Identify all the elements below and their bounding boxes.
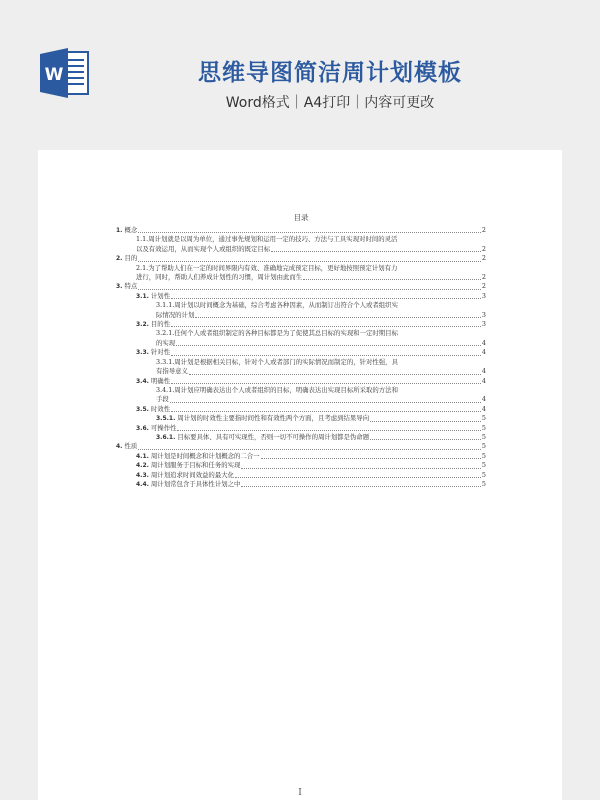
dot-leader [170,402,481,403]
toc-entry-text: 概念 [124,226,138,234]
toc-entry[interactable] [116,405,486,414]
banner [0,0,600,150]
dot-leader [171,383,481,384]
toc-entry[interactable] [116,471,486,480]
toc-entry[interactable] [116,461,486,470]
toc-entry-number: 2.1. [136,263,149,272]
toc-entry-page: 3 [481,310,486,319]
toc-entry-text-continued: 际情况的计划 [156,310,195,319]
toc-entry-number: 1. [116,227,123,234]
toc-entry-number: 4. [116,443,123,451]
toc-entry-text: 周计划追求时间效益的最大化 [150,470,234,479]
dot-leader [138,232,481,233]
toc-entry-text: 任何个人或者组织制定的各种目标都是为了促使其总目标的实现和一定时期目标 [174,329,398,338]
toc-entry-text: 周计划是时间概念和计划概念的二合一 [150,451,260,460]
dot-leader [241,486,481,487]
toc-entry-number: 4.4. [136,480,149,488]
toc-entry-number: 3.2.1. [156,329,175,338]
document-page [38,150,562,800]
toc-entry[interactable] [116,348,486,357]
toc-entry-page: 2 [481,273,486,282]
dot-leader [195,317,481,318]
dot-leader [303,279,481,280]
dot-leader [370,421,481,422]
toc-entry-page: 5 [481,479,486,488]
dot-leader [370,439,481,440]
toc-entry-page: 5 [481,423,486,432]
toc-entry-page: 5 [481,442,486,451]
toc-entry-page: 4 [481,395,486,404]
toc-entry-text-continued: 有指导意义 [156,367,188,376]
toc-entry[interactable] [116,292,486,301]
svg-text:W: W [44,65,64,85]
toc-entry-text: 明确性 [150,376,171,385]
page-title: 思维导图简洁周计划模板 [198,60,462,86]
toc-entry[interactable] [116,386,486,405]
toc-entry-text-continued: 手段 [156,395,169,404]
toc-entry-text: 针对性 [150,348,171,357]
toc-entry-page: 2 [481,244,486,253]
dot-leader [241,468,481,469]
toc-entry-number: 3.5. [136,405,149,413]
toc-entry-text: 计划性 [150,291,171,300]
toc-entry-page: 3 [481,320,486,329]
toc-entry-text-continued: 进行，同时，帮助人们养成计划性的习惯，周计划由此而生 [136,273,303,282]
toc-entry-text: 目的性 [150,320,171,329]
toc-entry[interactable] [116,452,486,461]
dot-leader [235,477,481,478]
toc-entry[interactable] [116,442,486,451]
dot-leader [171,411,481,412]
dot-leader [171,298,481,299]
toc-entry-number: 3. [116,283,123,291]
toc-entry-number: 3.1. [136,292,149,300]
toc-entry-text: 目标要具体、具有可实现性，否则一切不可操作的周计划都是伪命题 [177,432,370,441]
toc-entry-page: 5 [481,470,486,479]
toc-entry-page: 4 [481,348,486,357]
toc-entry-page: 2 [481,254,486,263]
toc-entry-text: 周计划以时间概念为基础，综合考虑各种因素，从而制订出符合个人或者组织实 [174,301,398,310]
toc-entry-number: 3.6. [136,424,149,432]
toc-entry-text: 周计划是根据相关目标，针对个人或者部门的实际情况而制定的，针对性强，具 [174,357,398,366]
toc-entry-number: 4.3. [136,471,149,479]
toc-entry-page: 2 [481,226,486,234]
toc-entry-page: 5 [481,414,486,423]
toc-entries [116,226,486,489]
toc-entry-number: 4.1. [136,452,149,460]
toc-heading: 目录 [293,213,309,222]
dot-leader [189,374,481,375]
table-of-contents [116,212,486,489]
toc-entry[interactable] [116,414,486,423]
toc-entry-number: 3.2. [136,321,149,329]
toc-entry-text: 周计划的时效性主要指时间性和有效性两个方面，且考虑到结果导向 [177,414,370,423]
dot-leader [271,251,481,252]
toc-entry[interactable] [116,377,486,386]
toc-entry-text: 特点 [124,282,138,291]
toc-entry-page: 4 [481,404,486,413]
toc-entry-page: 5 [481,461,486,470]
toc-entry-page: 5 [481,451,486,460]
toc-entry-number: 3.1.1. [156,301,175,310]
toc-entry-number: 3.3.1. [156,357,175,366]
toc-entry-text: 时效性 [150,404,171,413]
toc-entry-text-continued: 的实现 [156,338,176,347]
toc-entry-number: 3.4. [136,377,149,385]
toc-entry-text: 性质 [124,442,138,451]
toc-entry-page: 4 [481,376,486,385]
toc-entry[interactable] [116,235,486,254]
toc-entry-number: 3.6.1. [156,433,176,441]
toc-entry[interactable] [116,358,486,377]
toc-entry-text: 为了帮助人们在一定的时间界限内有效、准确地完成预定目标，更好地按照预定计划有力 [148,263,398,272]
dot-leader [171,326,481,327]
dot-leader [177,430,480,431]
toc-entry[interactable] [116,264,486,283]
toc-entry[interactable] [116,424,486,433]
toc-entry-page: 3 [481,291,486,300]
toc-entry-text-continued: 以及有效运用，从而实现个人或组织的既定目标 [136,244,271,253]
toc-entry[interactable] [116,433,486,442]
toc-entry[interactable] [116,282,486,291]
dot-leader [138,289,481,290]
toc-entry[interactable] [116,226,486,235]
toc-entry-page: 4 [481,367,486,376]
toc-entry-page: 5 [481,432,486,441]
toc-entry-number: 3.5.1. [156,415,176,423]
toc-entry-text: 可操作性 [150,423,177,432]
dot-leader [138,261,481,262]
toc-entry-number: 1.1. [136,235,149,244]
toc-entry-number: 3.3. [136,349,149,357]
dot-leader [138,449,481,450]
toc-entry[interactable] [116,301,486,320]
toc-entry-number: 2. [116,255,123,263]
toc-entry-page: 2 [481,282,486,291]
dot-leader [261,458,481,459]
toc-entry[interactable] [116,480,486,489]
toc-entry-text: 周计划服务于目标和任务的实现 [150,461,241,470]
dot-leader [171,355,481,356]
toc-entry[interactable] [116,329,486,348]
toc-entry-text: 周计划就是以周为单位，通过事先规划和运用一定的技巧、方法与工具实现对时间的灵活 [148,235,398,244]
dot-leader [176,345,481,346]
toc-entry-text: 周计划应明确表达出个人或者组织的目标，明确表达出实现目标所采取的方法和 [174,385,398,394]
page-subtitle: Word格式｜A4打印｜内容可更改 [225,95,435,111]
toc-entry-page: 4 [481,338,486,347]
toc-entry-number: 4.2. [136,462,149,470]
toc-entry-text: 目的 [124,254,138,263]
toc-entry-number: 3.4.1. [156,385,175,394]
toc-entry[interactable] [116,254,486,263]
toc-entry-text: 周计划常包含于具体性计划之中 [150,479,241,488]
page-number: I [298,788,302,798]
